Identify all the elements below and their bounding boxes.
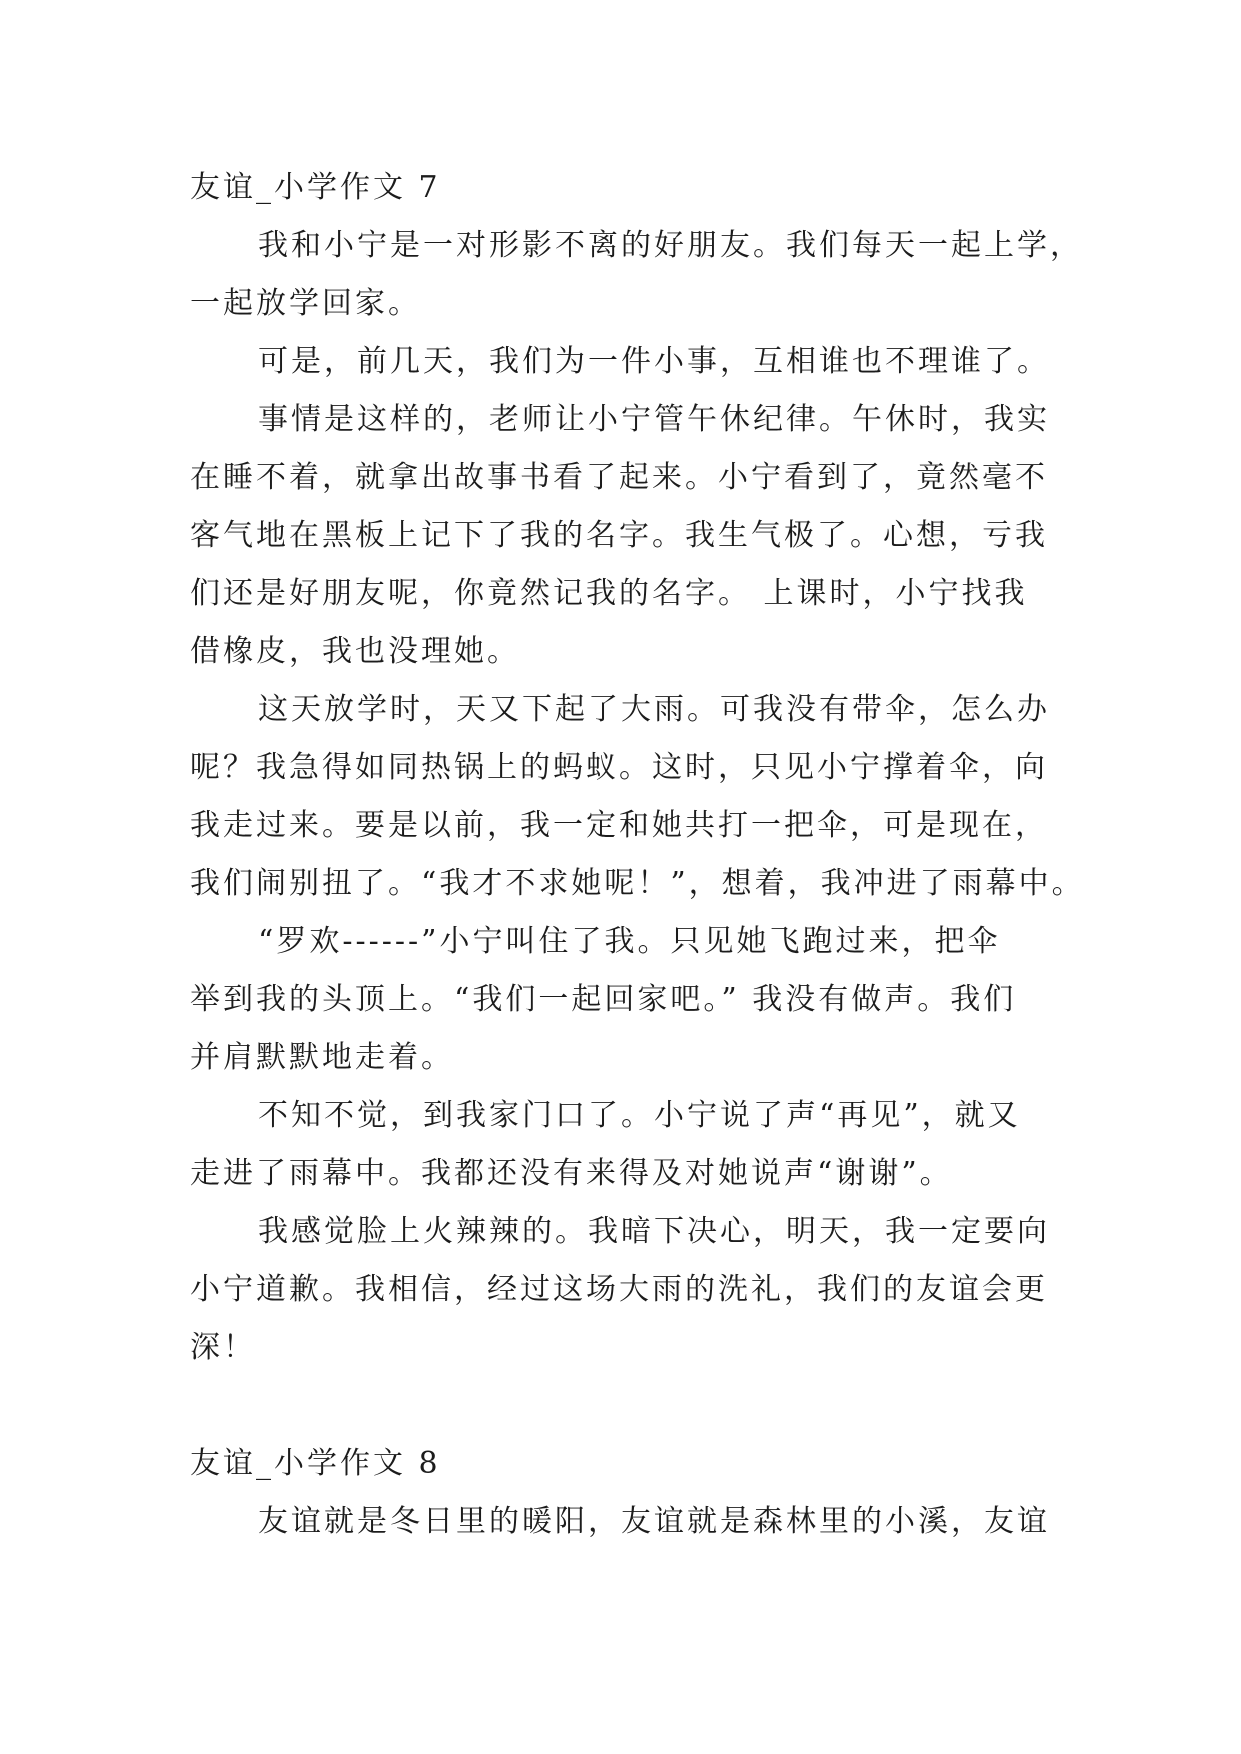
essay-section-8 (190, 1435, 1190, 1551)
paragraph (190, 391, 1190, 681)
paragraph (190, 333, 1190, 391)
document-page (190, 159, 1190, 1551)
paragraph-line: 我走过来。要是以前，我一定和她共打一把伞，可是现在， (190, 808, 1048, 843)
paragraph (190, 1087, 1190, 1203)
paragraph-line: 我感觉脸上火辣辣的。我暗下决心，明天，我一定要向 (258, 1214, 1050, 1249)
essay-title: 友谊_小学作文 7 (190, 170, 441, 205)
paragraph (190, 681, 1190, 913)
paragraph-line: 不知不觉，到我家门口了。小宁说了声“再见”，就又 (258, 1098, 1021, 1133)
paragraph-line: 小宁道歉。我相信，经过这场大雨的洗礼，我们的友谊会更 (190, 1272, 1048, 1307)
paragraph-line: 客气地在黑板上记下了我的名字。我生气极了。心想，亏我 (190, 518, 1048, 553)
paragraph (190, 217, 1190, 333)
paragraph-line: “罗欢------”小宁叫住了我。只见她飞跑过来，把伞 (258, 924, 1001, 959)
paragraph-line: 举到我的头顶上。“我们一起回家吧。” 我没有做声。我们 (190, 982, 1017, 1017)
paragraph-line: 我和小宁是一对形影不离的好朋友。我们每天一起上学， (258, 228, 1083, 263)
paragraph-line: 呢？我急得如同热锅上的蚂蚁。这时，只见小宁撑着伞，向 (190, 750, 1048, 785)
paragraph-line: 友谊就是冬日里的暖阳，友谊就是森林里的小溪，友谊 (258, 1504, 1050, 1539)
paragraph (190, 1493, 1190, 1551)
paragraph (190, 1203, 1190, 1377)
paragraph-line: 并肩默默地走着。 (190, 1040, 454, 1075)
paragraph-line: 走进了雨幕中。我都还没有来得及对她说声“谢谢”。 (190, 1156, 953, 1191)
paragraph-line: 在睡不着，就拿出故事书看了起来。小宁看到了，竟然毫不 (190, 460, 1048, 495)
paragraph (190, 913, 1190, 1087)
paragraph-line: 事情是这样的，老师让小宁管午休纪律。午休时，我实 (258, 402, 1050, 437)
paragraph-line: 可是，前几天，我们为一件小事，互相谁也不理谁了。 (258, 344, 1050, 379)
paragraph-line: 一起放学回家。 (190, 286, 421, 321)
paragraph-line: 借橡皮，我也没理她。 (190, 634, 520, 669)
paragraph-line: 深！ (190, 1330, 256, 1365)
paragraph-line: 这天放学时，天又下起了大雨。可我没有带伞，怎么办 (258, 692, 1050, 727)
paragraph-line: 我们闹别扭了。“我才不求她呢！”，想着，我冲进了雨幕中。 (190, 866, 1085, 901)
essay-title: 友谊_小学作文 8 (190, 1446, 441, 1481)
paragraph-line: 们还是好朋友呢，你竟然记我的名字。 上课时，小宁找我 (190, 576, 1028, 611)
essay-section-7 (190, 159, 1190, 1377)
